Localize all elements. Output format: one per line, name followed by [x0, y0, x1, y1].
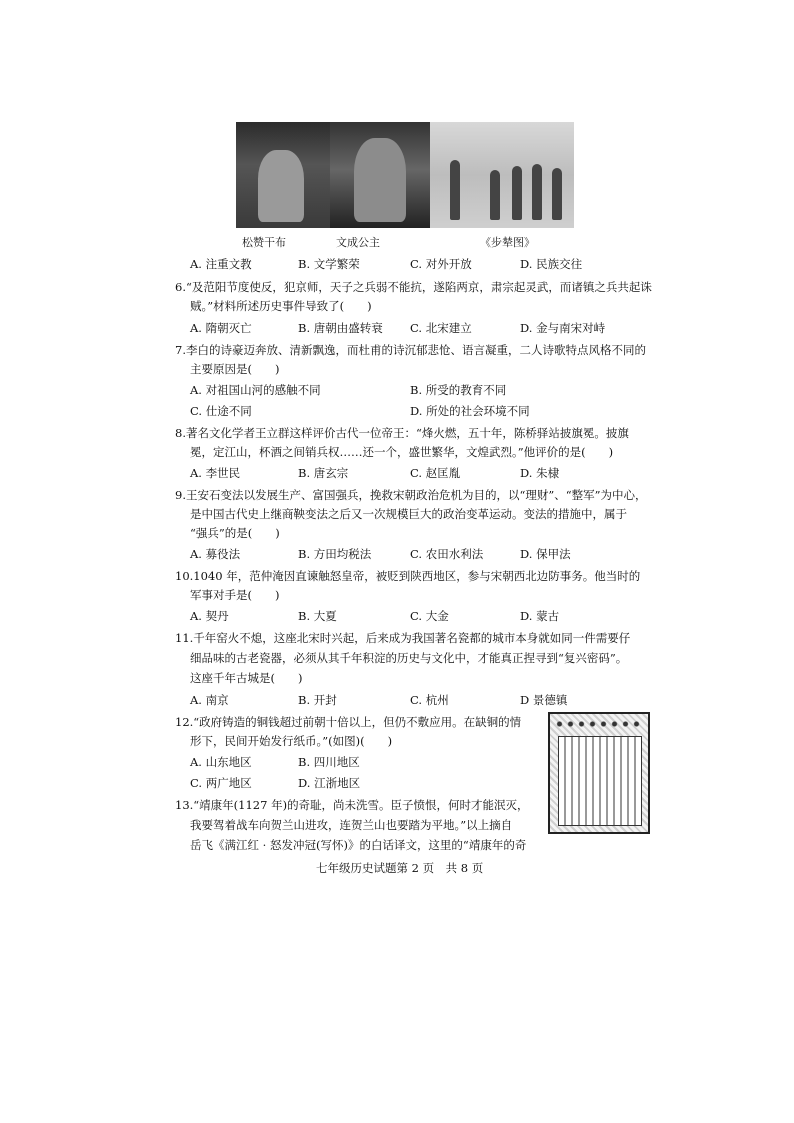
option-c: C. 仕途不同 — [190, 404, 252, 418]
option-a: A. 注重文教 — [190, 257, 252, 271]
question-text: 是中国古代史上继商鞅变法之后又一次规模巨大的政治变革运动。变法的措施中，属于 — [190, 507, 627, 521]
option-d: D. 朱棣 — [520, 466, 560, 480]
question-text: 7.李白的诗豪迈奔放、清新飘逸，而杜甫的诗沉郁悲怆、语言凝重，二人诗歌特点风格不同的 — [175, 343, 646, 357]
option-c: C. 赵匡胤 — [410, 466, 461, 480]
option-d: D. 所处的社会环境不同 — [410, 404, 530, 418]
option-d: D. 保甲法 — [520, 547, 571, 561]
statue-figure — [258, 150, 304, 222]
option-d: D 景德镇 — [520, 693, 568, 707]
image-caption: 松赞干布 — [242, 236, 286, 249]
option-b: B. 所受的教育不同 — [410, 383, 507, 397]
option-a: A. 隋朝灭亡 — [190, 321, 252, 335]
coin-pattern — [554, 717, 644, 731]
question-text: 细品味的古老瓷器，必须从其千年积淀的历史与文化中，才能真正捏寻到“复兴密码”。 — [190, 651, 628, 665]
page-footer: 七年级历史试题第 2 页 共 8 页 — [316, 861, 484, 875]
option-b: B. 方田均税法 — [298, 547, 372, 561]
option-b: B. 四川地区 — [298, 755, 360, 769]
painting-figure — [532, 164, 542, 220]
option-c: C. 大金 — [410, 609, 449, 623]
jiaozi-banknote-image — [548, 712, 650, 834]
question-text: 11.千年窑火不熄，这座北宋时兴起，后来成为我国著名瓷都的城市本身就如同一件需要仔 — [175, 631, 631, 645]
option-c: C. 北宋建立 — [410, 321, 472, 335]
question-text: 岳飞《满江红 · 怒发冲冠(写怀)》的白话译文，这里的“靖康年的奇 — [190, 838, 527, 852]
question-text: 军事对手是( ) — [190, 588, 280, 602]
option-c: C. 杭州 — [410, 693, 449, 707]
option-a: A. 募役法 — [190, 547, 241, 561]
option-b: B. 唐朝由盛转衰 — [298, 321, 383, 335]
option-a: A. 南京 — [190, 693, 229, 707]
question-text: 我要驾着战车向贺兰山进攻，连贺兰山也要踏为平地。”以上摘自 — [190, 818, 513, 832]
question-text: 冕，定江山，杯酒之间销兵权……还一个，盛世繁华，文煌武烈。”他评价的是( ) — [190, 445, 614, 459]
painting-figure — [552, 168, 562, 220]
painting-figure — [512, 166, 522, 220]
painting-figure — [490, 170, 500, 220]
question-text: 13.“靖康年(1127 年)的奇耻，尚未洗雪。臣子愤恨，何时才能泯灭， — [175, 798, 529, 812]
question-text: “强兵”的是( ) — [190, 526, 280, 540]
question-text: 12.“政府铸造的铜钱超过前朝十倍以上，但仍不敷应用。在缺铜的情 — [175, 715, 522, 729]
option-b: B. 大夏 — [298, 609, 337, 623]
statue-figure — [354, 138, 406, 222]
question-text: 10.1040 年，范仲淹因直谏触怒皇帝，被贬到陕西地区，参与宋朝西北边防事务。他当时的 — [175, 569, 641, 583]
image-caption: 《步辇图》 — [480, 236, 535, 249]
question-text: 形下，民间开始发行纸币。”(如图)( ) — [190, 734, 393, 748]
option-d: D. 民族交往 — [520, 257, 583, 271]
question-text: 主要原因是( ) — [190, 362, 280, 376]
question-text: 8.著名文化学者王立群这样评价古代一位帝王：“烽火燃，五十年，陈桥驿站披旗冕。披旗 — [175, 426, 629, 440]
bunian-tu-painting — [430, 122, 574, 228]
banknote-inscription — [558, 736, 642, 826]
option-d: D. 金与南宋对峙 — [520, 321, 606, 335]
option-c: C. 两广地区 — [190, 776, 252, 790]
princess-wencheng-photo — [330, 122, 430, 228]
question-text: 6.“及范阳节度使反，犯京师，天子之兵弱不能抗，遂陷两京，肃宗起灵武，而诸镇之兵共起诛 — [175, 280, 652, 294]
option-c: C. 对外开放 — [410, 257, 472, 271]
painting-figure — [450, 160, 460, 220]
image-caption: 文成公主 — [336, 236, 380, 249]
option-a: A. 山东地区 — [190, 755, 252, 769]
question-text: 9.王安石变法以发展生产、富国强兵，挽救宋朝政治危机为目的，以“理财”、“整军”为中心， — [175, 488, 647, 502]
question-text: 这座千年古城是( ) — [190, 671, 303, 685]
option-d: D. 江浙地区 — [298, 776, 361, 790]
option-a: A. 契丹 — [190, 609, 229, 623]
option-b: B. 文学繁荣 — [298, 257, 360, 271]
songtsen-gampo-photo — [236, 122, 330, 228]
option-b: B. 开封 — [298, 693, 337, 707]
option-b: B. 唐玄宗 — [298, 466, 349, 480]
option-d: D. 蒙古 — [520, 609, 560, 623]
question-text: 贼。”材料所述历史事件导致了( ) — [190, 299, 372, 313]
option-a: A. 李世民 — [190, 466, 241, 480]
option-a: A. 对祖国山河的感触不同 — [190, 383, 321, 397]
option-c: C. 农田水利法 — [410, 547, 484, 561]
